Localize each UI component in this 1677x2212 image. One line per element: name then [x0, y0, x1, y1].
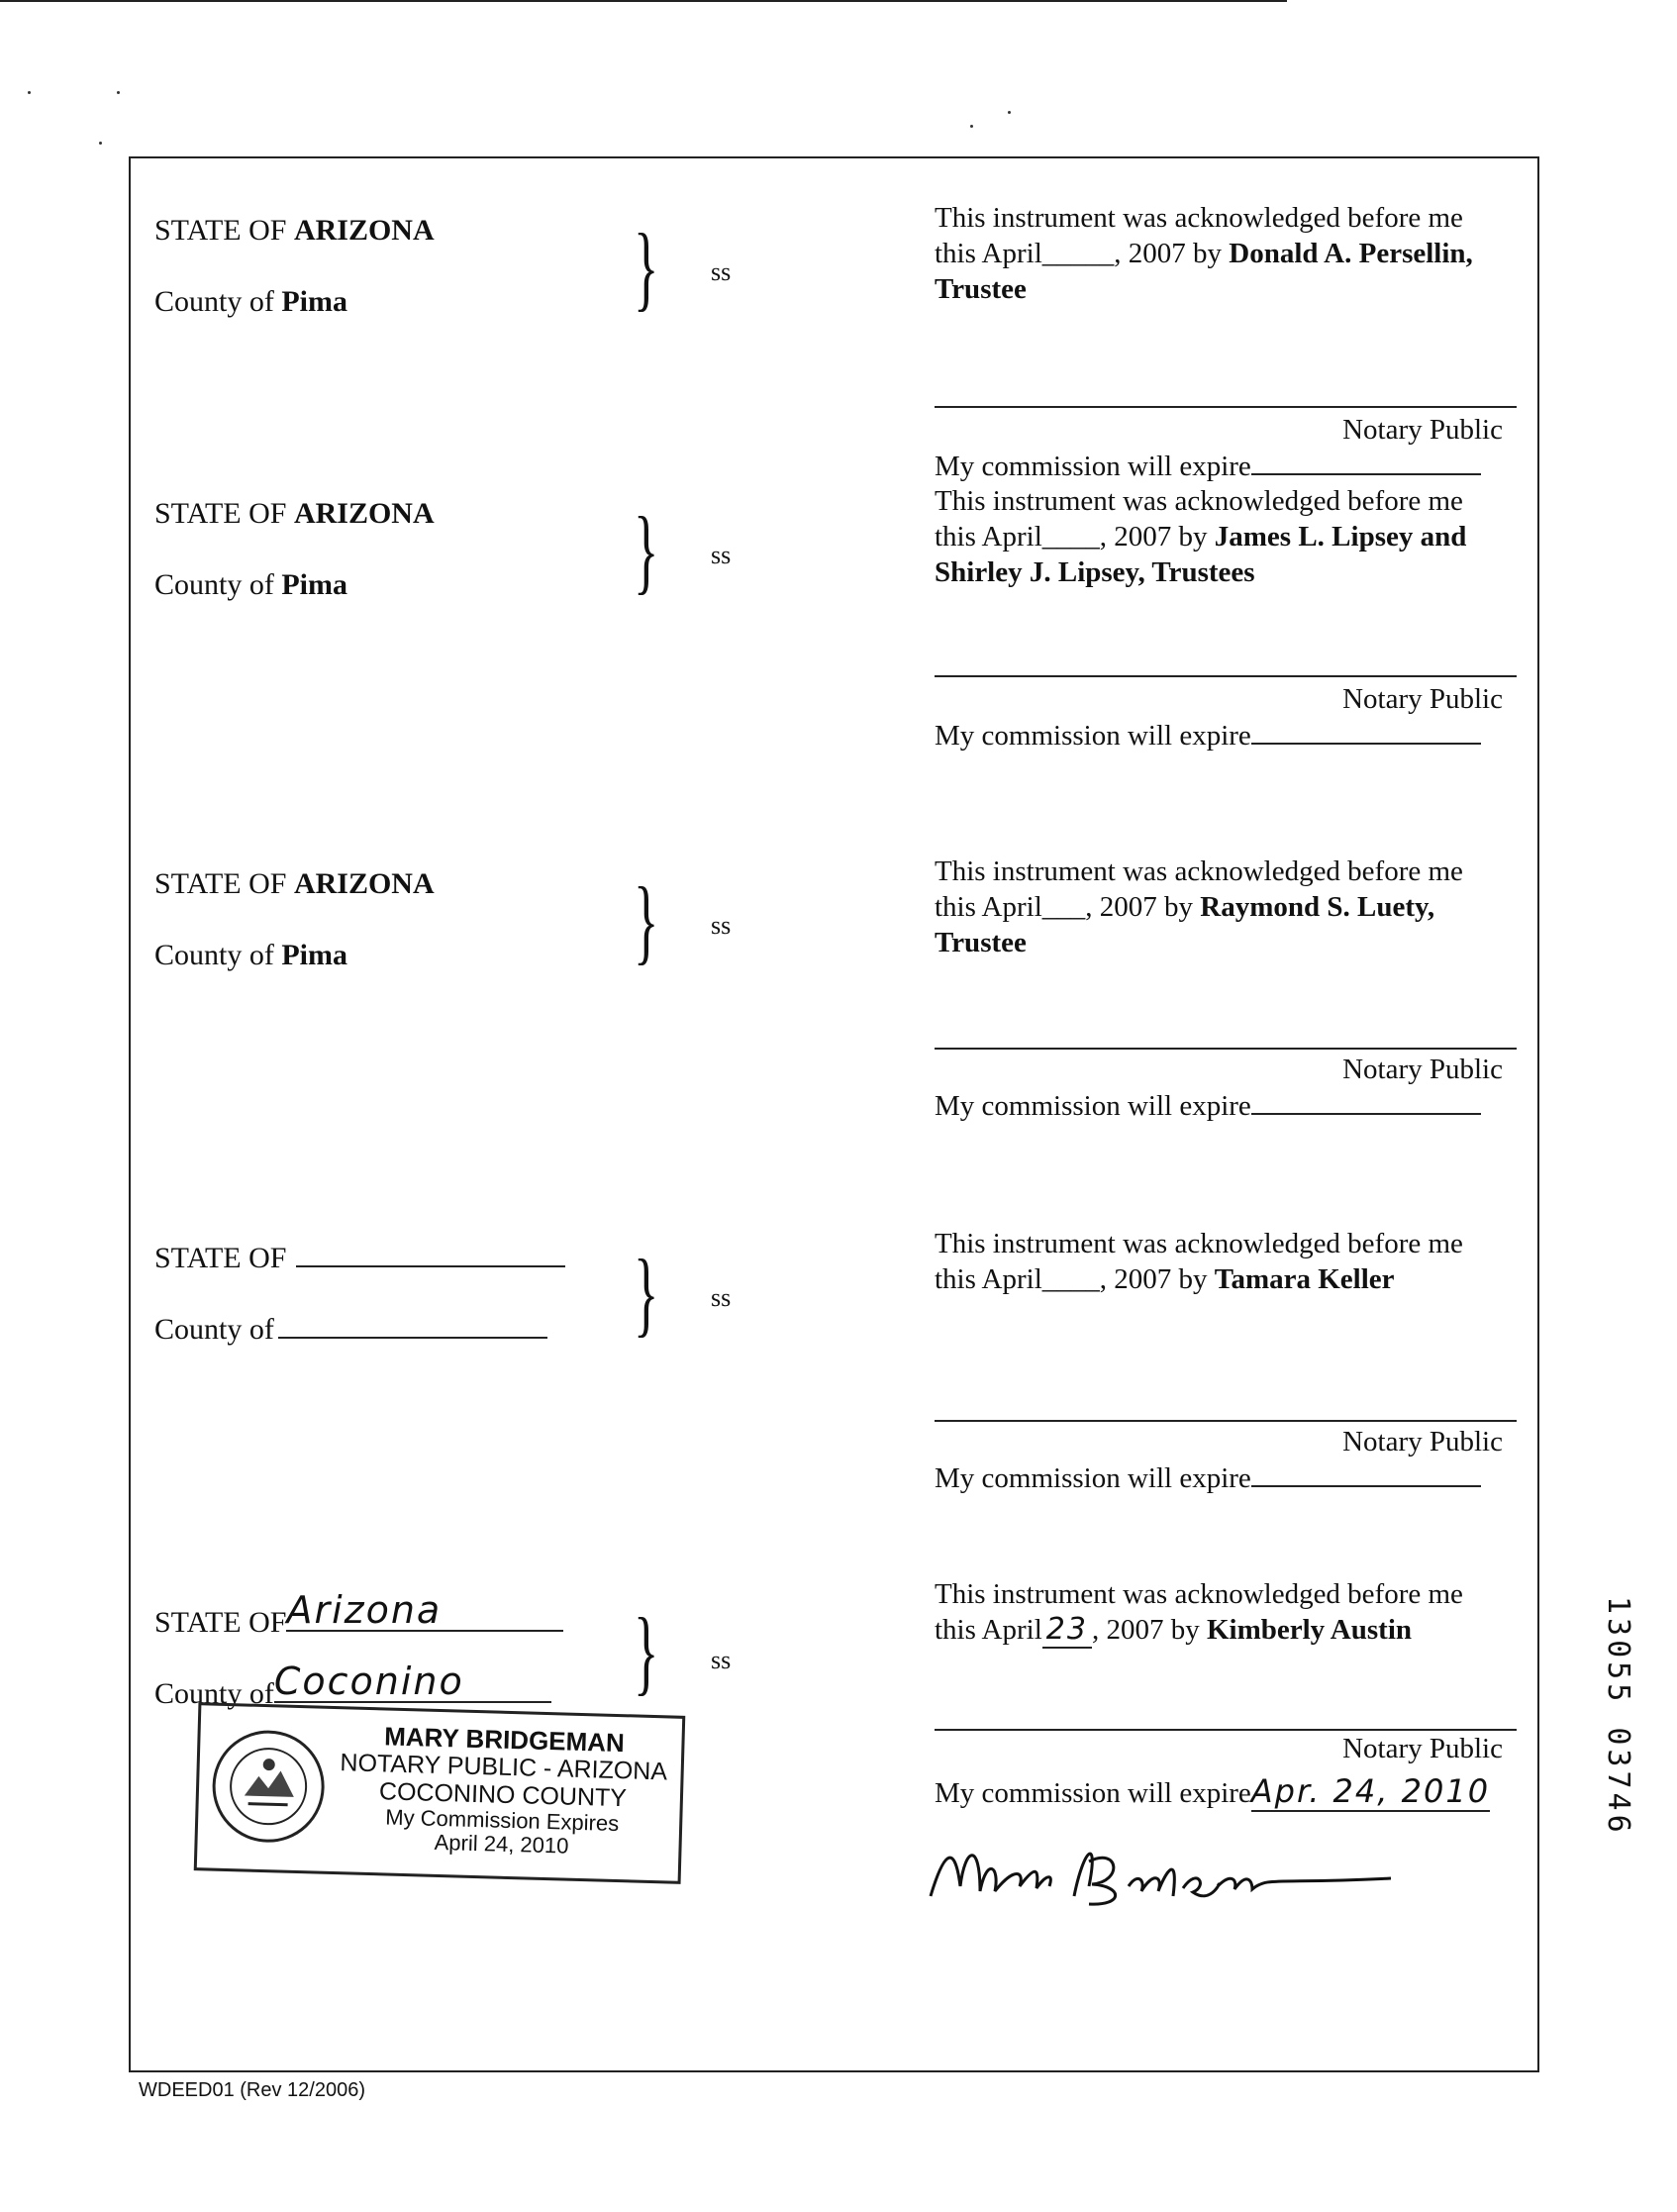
state-line: STATE OF Arizona	[154, 1590, 563, 1640]
acknowledgment-block-2	[131, 442, 1537, 798]
acknowledgment-text: This instrument was acknowledged before me this April___, 2007 by Raymond S. Luety, Trustee	[935, 855, 1463, 958]
state-line: STATE OF	[154, 1240, 565, 1275]
stamp-line-3: COCONINO COUNTY	[378, 1777, 628, 1813]
stamp-text	[326, 1721, 680, 1861]
scan-speck	[28, 91, 31, 94]
notary-signature-line	[935, 1729, 1517, 1731]
county-line: County of Pima	[154, 285, 347, 318]
state-line: STATE OF ARIZONA	[154, 497, 435, 530]
commission-expire-line: My commission will expire	[935, 1089, 1481, 1123]
stamp-line-2: NOTARY PUBLIC - ARIZONA	[340, 1749, 668, 1786]
state-line: STATE OF ARIZONA	[154, 867, 435, 900]
notary-public-label: Notary Public	[1342, 1733, 1503, 1764]
notary-public-label: Notary Public	[1342, 414, 1503, 446]
commission-blank	[1251, 1461, 1481, 1487]
acknowledgment-text: This instrument was acknowledged before me this April____, 2007 by James L. Lipsey and Shirley J. Lipsey, Trustees	[935, 485, 1467, 588]
commission-expire-line: My commission will expire	[935, 1461, 1481, 1495]
stamp-line-5: April 24, 2010	[434, 1829, 569, 1859]
commission-expire-line: My commission will expireApr. 24, 2010	[935, 1772, 1491, 1810]
scan-speck	[117, 91, 120, 94]
ss-label: ss	[711, 1283, 732, 1312]
acknowledgment-block-4	[131, 1184, 1537, 1541]
commission-blank	[1251, 1089, 1481, 1115]
notary-stamp	[194, 1702, 686, 1884]
notary-public-label: Notary Public	[1342, 1426, 1503, 1458]
brace-glyph: }	[634, 1240, 659, 1346]
day-handwritten: 23	[1042, 1612, 1092, 1649]
ss-label: ss	[711, 541, 732, 569]
commission-expire-line: My commission will expire	[935, 450, 1481, 483]
county-line: County of Pima	[154, 939, 347, 971]
acknowledgment-text: This instrument was acknowledged before me this April____, 2007 by Tamara Keller	[935, 1228, 1463, 1295]
county-line: County of Pima	[154, 568, 347, 601]
acknowledgment-text: This instrument was acknowledged before me this April 23 , 2007 by Kimberly Austin	[935, 1578, 1463, 1647]
brace-glyph: }	[634, 867, 659, 973]
notary-signature-line	[935, 1048, 1517, 1050]
stamp-notary-name: MARY BRIDGEMAN	[383, 1721, 626, 1759]
scan-speck	[99, 142, 102, 145]
county-blank	[278, 1311, 547, 1339]
top-edge-rule	[0, 0, 1287, 2]
county-line: County of Coconino	[154, 1661, 551, 1711]
ss-label: ss	[711, 911, 732, 940]
state-blank	[296, 1240, 565, 1267]
ss-label: ss	[711, 1646, 732, 1674]
form-code: WDEED01 (Rev 12/2006)	[139, 2079, 365, 2101]
acknowledgment-text: This instrument was acknowledged before me this April_____, 2007 by Donald A. Persellin, Trustee	[935, 202, 1473, 305]
state-seal-icon	[207, 1726, 329, 1848]
commission-blank	[1251, 719, 1481, 745]
acknowledgment-block-3	[131, 812, 1537, 1168]
notary-public-label: Notary Public	[1342, 1054, 1503, 1085]
notary-public-label: Notary Public	[1342, 683, 1503, 715]
commission-expire-line: My commission will expire	[935, 719, 1481, 753]
state-handwritten-field: Arizona	[286, 1590, 563, 1632]
brace-glyph: }	[634, 214, 659, 320]
notary-signature-line	[935, 1420, 1517, 1422]
county-line: County of	[154, 1311, 547, 1347]
notary-signature-drawing	[926, 1827, 1401, 1916]
recording-number: 13055 03746	[1601, 1596, 1635, 1837]
notary-signature-line	[935, 675, 1517, 677]
state-line: STATE OF ARIZONA	[154, 214, 435, 247]
commission-handwritten-field: Apr. 24, 2010	[1250, 1772, 1491, 1810]
brace-glyph: }	[634, 497, 659, 603]
notary-signature-line	[935, 406, 1517, 408]
scan-speck	[970, 125, 973, 128]
brace-glyph: }	[634, 1598, 659, 1704]
ss-label: ss	[711, 257, 732, 286]
scan-speck	[1008, 111, 1011, 114]
county-handwritten-field: Coconino	[274, 1661, 551, 1703]
stamp-line-4: My Commission Expires	[384, 1804, 620, 1837]
